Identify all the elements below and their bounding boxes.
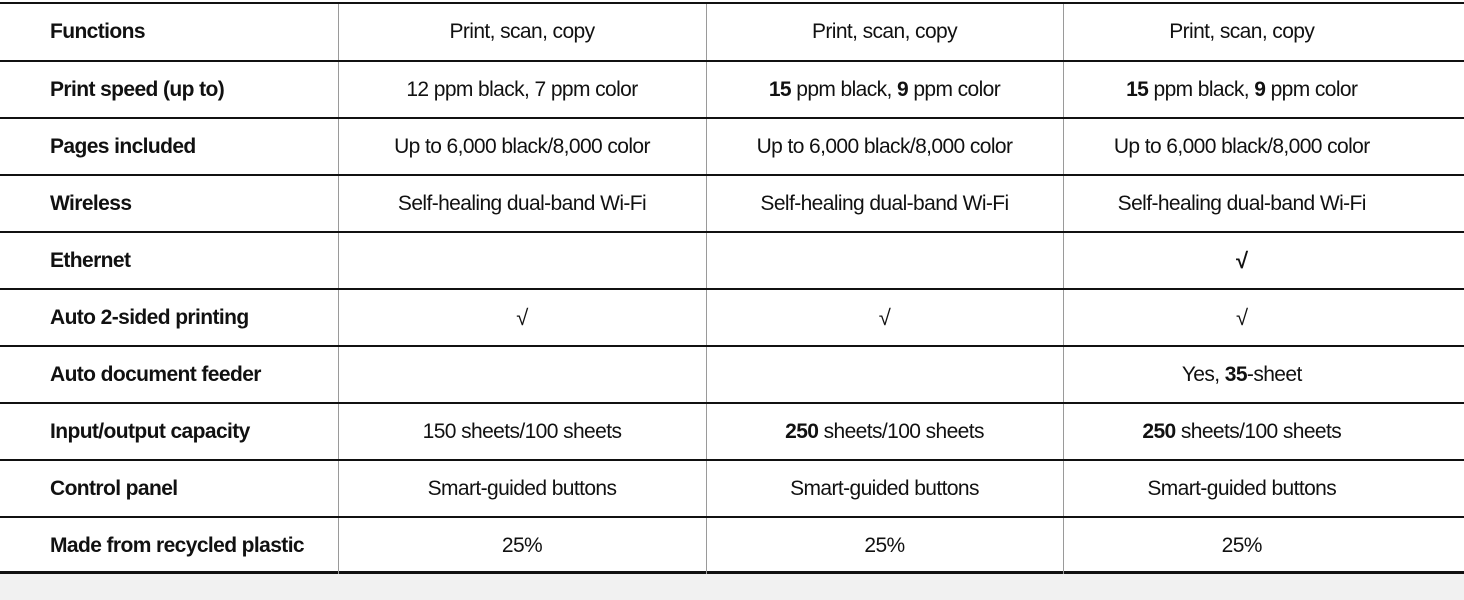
cell-value	[338, 289, 706, 346]
cell-value	[706, 460, 1063, 517]
cell-value	[338, 61, 706, 118]
cell-value	[706, 289, 1063, 346]
row-label: Wireless	[0, 175, 338, 232]
highlight-number: 9	[897, 77, 909, 101]
checkmark-icon: √	[1236, 247, 1248, 273]
cell-value	[1063, 517, 1464, 574]
cell-text: 150 sheets/100 sheets	[422, 419, 622, 443]
cell-value	[338, 118, 706, 175]
cell-value-empty	[706, 232, 1063, 289]
cell-text: Yes,	[1181, 362, 1225, 386]
cell-text: Smart-guided buttons	[427, 476, 617, 500]
cell-text: 25%	[864, 534, 905, 557]
cell-text: Self-healing dual-band Wi-Fi	[1117, 191, 1366, 215]
row-label: Input/output capacity	[0, 403, 338, 460]
cell-value	[706, 61, 1063, 118]
cell-value	[1063, 232, 1464, 289]
highlight-number: 250	[1142, 419, 1176, 443]
checkmark-icon: √	[1236, 304, 1248, 330]
cell-text: sheets/100 sheets	[1175, 419, 1342, 443]
row-label: Control panel	[0, 460, 338, 517]
table-row-functions	[0, 4, 1464, 61]
cell-text: ppm black,	[1148, 77, 1255, 101]
table-row-print-speed	[0, 61, 1464, 118]
checkmark-icon: √	[516, 304, 528, 330]
cell-text: ppm black,	[791, 77, 898, 101]
cell-text: ppm color	[908, 77, 1001, 101]
cell-text: Print, scan, copy	[449, 20, 595, 43]
cell-value	[1063, 289, 1464, 346]
cell-value-empty	[338, 346, 706, 403]
table-row-document-feeder	[0, 346, 1464, 403]
cell-value	[706, 175, 1063, 232]
row-label: Made from recycled plastic	[0, 517, 338, 574]
row-label: Auto 2-sided printing	[0, 289, 338, 346]
cell-value	[1063, 175, 1464, 232]
table-row-auto-2-sided	[0, 289, 1464, 346]
cell-text: Up to 6,000 black/8,000 color	[1113, 134, 1370, 158]
cell-value	[1063, 61, 1464, 118]
cell-value	[706, 517, 1063, 574]
highlight-number: 250	[785, 419, 819, 443]
row-label: Pages included	[0, 118, 338, 175]
cell-value	[1063, 4, 1464, 61]
cell-value	[1063, 346, 1464, 403]
highlight-number: 15	[768, 77, 791, 101]
cell-text: 12 ppm black, 7 ppm color	[406, 77, 638, 101]
cell-value	[1063, 118, 1464, 175]
cell-value	[706, 403, 1063, 460]
cell-value	[338, 4, 706, 61]
cell-value	[1063, 403, 1464, 460]
cell-text: Print, scan, copy	[1169, 20, 1315, 43]
cell-text: ppm color	[1265, 77, 1358, 101]
spec-comparison-table	[0, 4, 1464, 574]
cell-text: 25%	[1221, 534, 1262, 557]
checkmark-icon: √	[878, 304, 891, 330]
cell-value	[1063, 460, 1464, 517]
highlight-number: 35	[1224, 362, 1247, 386]
table-row-wireless	[0, 175, 1464, 232]
cell-value-empty	[338, 232, 706, 289]
cell-text: Self-healing dual-band Wi-Fi	[397, 191, 647, 215]
cell-text: Up to 6,000 black/8,000 color	[756, 134, 1013, 158]
cell-text: Smart-guided buttons	[790, 476, 979, 500]
cell-text: Smart-guided buttons	[1147, 476, 1337, 500]
cell-text: Print, scan, copy	[811, 20, 958, 43]
cell-text: Self-healing dual-band Wi-Fi	[760, 191, 1009, 215]
cell-text: -sheet	[1246, 362, 1302, 386]
highlight-number: 15	[1126, 77, 1149, 101]
cell-value	[338, 175, 706, 232]
cell-value	[338, 403, 706, 460]
cell-value	[706, 118, 1063, 175]
table-row-io-capacity	[0, 403, 1464, 460]
row-label: Ethernet	[0, 232, 338, 289]
row-label: Print speed (up to)	[0, 61, 338, 118]
cell-value	[338, 517, 706, 574]
cell-value-empty	[706, 346, 1063, 403]
table-row-recycled-plastic	[0, 517, 1464, 574]
cell-text: sheets/100 sheets	[818, 419, 984, 443]
cell-value	[338, 460, 706, 517]
row-label: Functions	[50, 20, 145, 43]
highlight-number: 9	[1254, 77, 1266, 101]
table-row-ethernet	[0, 232, 1464, 289]
table-row-control-panel	[0, 460, 1464, 517]
cell-text: Up to 6,000 black/8,000 color	[394, 134, 650, 158]
cell-text: 25%	[501, 534, 543, 557]
row-label: Auto document feeder	[0, 346, 338, 403]
table-row-pages-included	[0, 118, 1464, 175]
cell-value	[706, 4, 1063, 61]
